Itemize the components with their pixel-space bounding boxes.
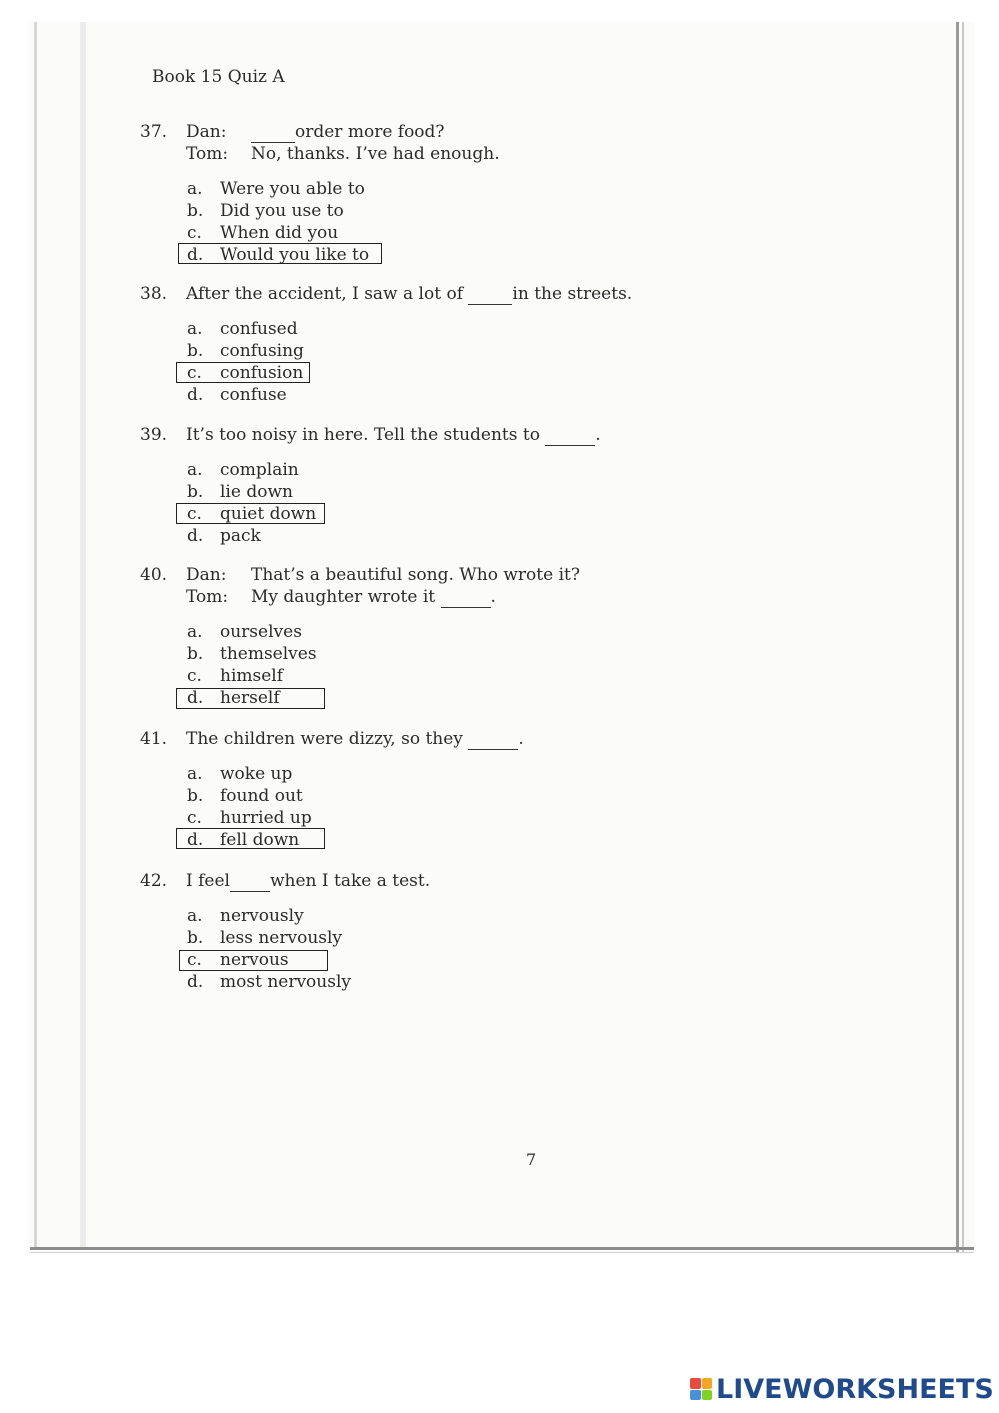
liveworksheets-logo[interactable] bbox=[690, 1374, 994, 1404]
option-a[interactable]: a. ourselves bbox=[187, 622, 302, 642]
option-a[interactable]: a. nervously bbox=[187, 906, 304, 926]
page-edge-right-shadow bbox=[962, 22, 964, 1252]
speaker: Tom: bbox=[186, 587, 229, 607]
liveworksheets-logo-icon bbox=[690, 1378, 712, 1400]
option-b[interactable]: b. lie down bbox=[187, 482, 293, 502]
question-text: After the accident, I saw a lot of bbox=[186, 284, 463, 304]
question-text: I feel bbox=[186, 871, 230, 891]
liveworksheets-wordmark: LIVEWORKSHEETS bbox=[716, 1373, 994, 1405]
option-c[interactable]: c. hurried up bbox=[187, 808, 312, 828]
option-d[interactable]: d. most nervously bbox=[187, 972, 352, 992]
logo-square bbox=[690, 1378, 701, 1389]
option-a[interactable]: a. complain bbox=[187, 460, 299, 480]
question-number: 42. bbox=[140, 871, 168, 891]
option-b[interactable]: b. confusing bbox=[187, 341, 304, 361]
option-c[interactable]: c. When did you bbox=[187, 223, 339, 243]
option-d[interactable]: d. pack bbox=[187, 526, 261, 546]
question-text: My daughter wrote it bbox=[251, 587, 436, 607]
option-b[interactable]: b. Did you use to bbox=[187, 201, 344, 221]
page-edge-bottom-shadow bbox=[30, 1252, 974, 1253]
logo-square bbox=[690, 1390, 701, 1401]
question-39 bbox=[140, 424, 601, 547]
page-number: 7 bbox=[526, 1150, 537, 1169]
page-header: Book 15 Quiz A bbox=[152, 67, 285, 87]
option-a[interactable]: a. Were you able to bbox=[187, 179, 365, 199]
page-edge-left bbox=[34, 22, 37, 1250]
answer-box-40 bbox=[176, 688, 325, 709]
option-d[interactable]: d. herself bbox=[187, 688, 280, 708]
answer-box-42 bbox=[179, 950, 328, 971]
question-text: order more food? bbox=[295, 122, 445, 142]
logo-square bbox=[702, 1378, 713, 1389]
answer-blank[interactable] bbox=[441, 586, 491, 608]
question-38 bbox=[140, 283, 632, 406]
option-d[interactable]: d. Would you like to bbox=[187, 245, 370, 265]
question-text: The children were dizzy, so they bbox=[186, 729, 463, 749]
question-text: in the streets. bbox=[512, 284, 633, 304]
option-a[interactable]: a. confused bbox=[187, 319, 298, 339]
question-text: . bbox=[595, 425, 601, 445]
answer-box-41 bbox=[176, 828, 325, 849]
page-edge-shadow bbox=[80, 22, 86, 1250]
answer-blank[interactable] bbox=[230, 870, 270, 892]
answer-blank[interactable] bbox=[468, 728, 518, 750]
answer-box-39 bbox=[176, 503, 325, 524]
answer-blank[interactable] bbox=[545, 424, 595, 446]
answer-blank[interactable] bbox=[468, 283, 512, 305]
question-text: No, thanks. I’ve had enough. bbox=[251, 144, 500, 164]
question-text: when I take a test. bbox=[269, 871, 431, 891]
option-d[interactable]: d. confuse bbox=[187, 385, 287, 405]
option-c[interactable]: c. himself bbox=[187, 666, 284, 686]
question-number: 37. bbox=[140, 122, 168, 142]
question-text: It’s too noisy in here. Tell the students to bbox=[186, 425, 540, 445]
speaker: Tom: bbox=[186, 144, 229, 164]
logo-square bbox=[702, 1390, 713, 1401]
answer-blank[interactable] bbox=[251, 121, 295, 143]
answer-box-38 bbox=[176, 362, 310, 383]
question-number: 39. bbox=[140, 425, 168, 445]
option-d[interactable]: d. fell down bbox=[187, 830, 300, 850]
question-number: 38. bbox=[140, 284, 168, 304]
question-42 bbox=[140, 870, 430, 993]
speaker: Dan: bbox=[186, 122, 227, 142]
question-text: That’s a beautiful song. Who wrote it? bbox=[251, 565, 580, 585]
question-number: 41. bbox=[140, 729, 168, 749]
question-text: . bbox=[490, 587, 496, 607]
question-text: . bbox=[518, 729, 524, 749]
option-c[interactable]: c. confusion bbox=[187, 363, 304, 383]
page-edge-bottom bbox=[30, 1247, 974, 1250]
option-b[interactable]: b. found out bbox=[187, 786, 303, 806]
speaker: Dan: bbox=[186, 565, 227, 585]
option-b[interactable]: b. themselves bbox=[187, 644, 317, 664]
option-a[interactable]: a. woke up bbox=[187, 764, 293, 784]
answer-box-37 bbox=[178, 243, 382, 264]
page-edge-right bbox=[956, 22, 959, 1252]
option-c[interactable]: c. nervous bbox=[187, 950, 289, 970]
question-number: 40. bbox=[140, 565, 168, 585]
option-c[interactable]: c. quiet down bbox=[187, 504, 317, 524]
option-b[interactable]: b. less nervously bbox=[187, 928, 343, 948]
